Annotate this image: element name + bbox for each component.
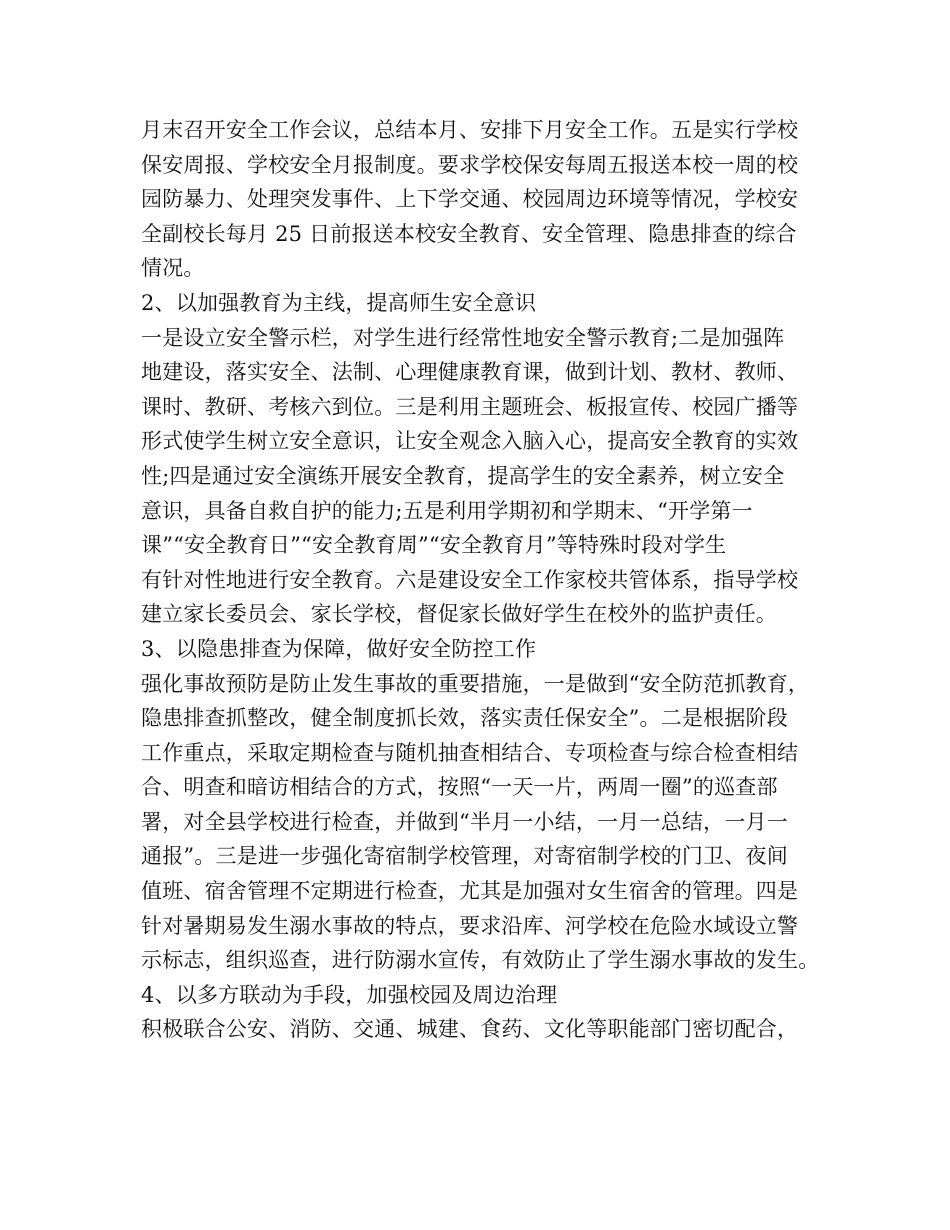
text-line: 课时、教研、考核六到位。三是利用主题班会、板报宣传、校园广播等 — [141, 394, 799, 419]
text-line: 建立家长委员会、家长学校，督促家长做好学生在校外的监护责任。 — [141, 602, 777, 627]
section-heading-2: 2、以加强教育为主线，提高师生安全意识 — [141, 290, 537, 315]
text-line: 情况。 — [141, 256, 205, 281]
text-line: 强化事故预防是防止发生事故的重要措施，一是做到“安全防范抓教育， — [141, 671, 810, 696]
text-line: 地建设，落实安全、法制、心理健康教育课，做到计划、教材、教师、 — [141, 360, 799, 385]
text-line: 署，对全县学校进行检查，并做到“半月一小结，一月一总结，一月一 — [141, 809, 788, 834]
text-line: 园防暴力、处理突发事件、上下学交通、校园周边环境等情况，学校安 — [141, 187, 799, 212]
text-line: 合、明查和暗访相结合的方式，按照“一天一片，两周一圈”的巡查部 — [141, 775, 778, 800]
text-line: 有针对性地进行安全教育。六是建设安全工作家校共管体系，指导学校 — [141, 567, 799, 592]
text-line: 课”“安全教育日”“安全教育周”“安全教育月”等特殊时段对学生 — [141, 533, 727, 558]
text-line: 隐患排查抓整改，健全制度抓长效，落实责任保安全”。二是根据阶段 — [141, 706, 788, 731]
section-heading-3: 3、以隐患排查为保障，做好安全防控工作 — [141, 636, 537, 661]
text-line: 性;四是通过安全演练开展安全教育，提高学生的安全素养，树立安全 — [141, 463, 785, 488]
section-heading-4: 4、以多方联动为手段，加强校园及周边治理 — [141, 982, 558, 1007]
text-line: 月末召开安全工作会议，总结本月、安排下月安全工作。五是实行学校 — [141, 118, 799, 142]
document-body — [141, 113, 831, 1047]
text-line: 示标志，组织巡查，进行防溺水宣传，有效防止了学生溺水事故的发生。 — [141, 948, 820, 973]
text-line: 通报”。三是进一步强化寄宿制学校管理，对寄宿制学校的门卫、夜间 — [141, 844, 788, 869]
text-line: 保安周报、学校安全月报制度。要求学校保安每周五报送本校一周的校 — [141, 152, 799, 177]
text-line: 一是设立安全警示栏，对学生进行经常性地安全警示教育;二是加强阵 — [141, 325, 785, 350]
text-line: 形式使学生树立安全意识，让安全观念入脑入心，提高安全教育的实效 — [141, 429, 799, 454]
text-line: 工作重点，采取定期检查与随机抽查相结合、专项检查与综合检查相结 — [141, 740, 799, 765]
text-line: 值班、宿舍管理不定期进行检查，尤其是加强对女生宿舍的管理。四是 — [141, 879, 799, 904]
text-line: 全副校长每月 25 日前报送本校安全教育、安全管理、隐患排查的综合 — [141, 221, 797, 246]
text-line: 积极联合公安、消防、交通、城建、食药、文化等职能部门密切配合， — [141, 1017, 799, 1042]
text-line: 针对暑期易发生溺水事故的特点，要求沿库、河学校在危险水域设立警 — [141, 913, 799, 938]
text-line: 意识，具备自救自护的能力;五是利用学期初和学期末、“开学第一 — [141, 498, 753, 523]
